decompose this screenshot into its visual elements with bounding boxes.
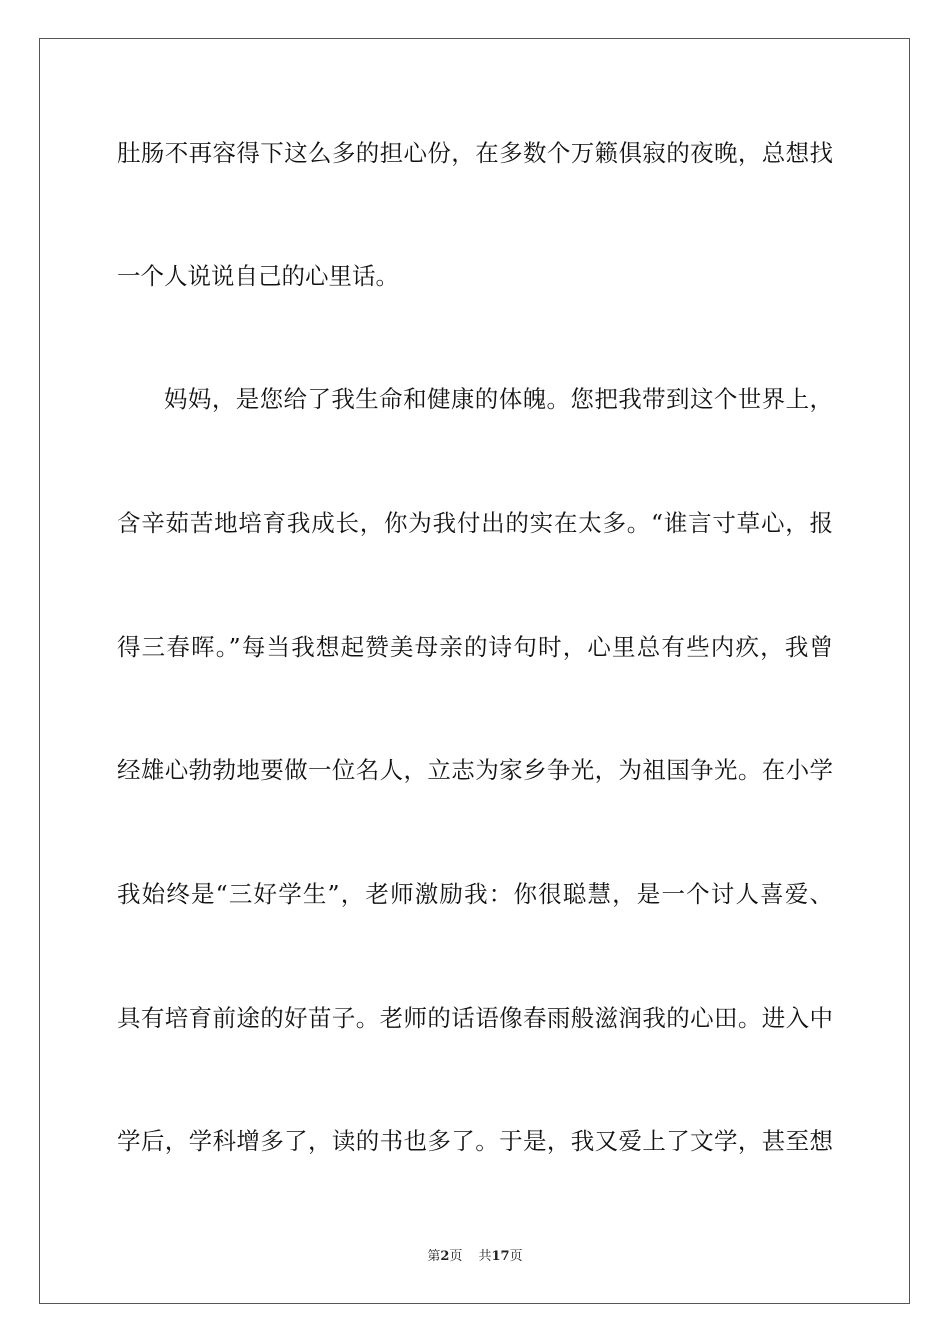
body-line-3: 妈妈，是您给了我生命和健康的体魄。您把我带到这个世界上， [164,385,833,413]
footer-page-number: 2 [440,1249,450,1264]
body-line-6: 经雄心勃勃地要做一位名人，立志为家乡争光，为祖国争光。在小学 [117,756,833,784]
body-line-8: 具有培育前途的好苗子。老师的话语像春雨般滋润我的心田。进入中 [117,1004,833,1032]
footer-page-suffix: 页 [449,1249,463,1264]
body-line-7: 我始终是“三好学生”，老师激励我：你很聪慧，是一个讨人喜爱、 [117,880,833,908]
body-line-2: 一个人说说自己的心里话。 [117,262,399,290]
body-line-4: 含辛茹苦地培育我成长，你为我付出的实在太多。“谁言寸草心，报 [117,509,833,537]
footer-total-prefix: 共 [478,1249,492,1264]
body-line-9: 学后，学科增多了，读的书也多了。于是，我又爱上了文学，甚至想 [117,1127,833,1155]
page-border [39,38,910,1304]
body-line-5: 得三春晖。”每当我想起赞美母亲的诗句时，心里总有些内疚，我曾 [117,633,833,661]
body-line-1: 肚肠不再容得下这么多的担心份，在多数个万籁俱寂的夜晚，总想找 [117,139,833,167]
footer-total-number: 17 [491,1249,510,1264]
footer-page-prefix: 第 [427,1249,441,1264]
page-footer [0,1248,950,1266]
footer-total-suffix: 页 [509,1249,523,1264]
